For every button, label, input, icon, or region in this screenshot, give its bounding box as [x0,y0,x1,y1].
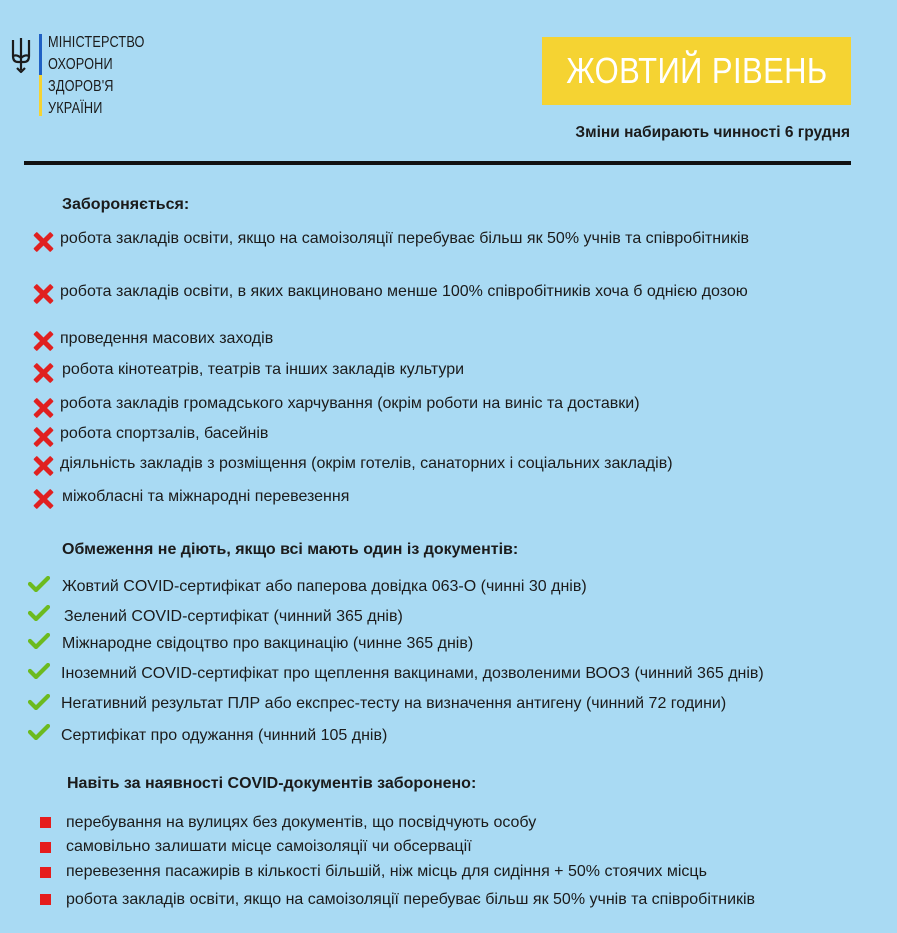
always-prohibited-item: перебування на вулицях без документів, що посвідчують особу [66,814,537,831]
cross-icon [33,232,53,252]
checkmark-icon [28,576,50,592]
cross-icon [33,363,53,383]
red-square-bullet-icon [40,842,51,853]
ministry-name [48,32,145,120]
cross-icon [33,456,53,476]
prohibited-item: робота закладів освіти, якщо на самоізоляції перебуває більш як 50% учнів та співробітників [60,230,750,247]
always-prohibited-item: перевезення пасажирів в кількості більшій, ніж місць для сидіння + 50% стоячих місць [66,863,707,880]
exemption-item: Негативний результат ПЛР або експрес-тесту на визначення антигену (чинний 72 години) [61,695,727,712]
red-square-bullet-icon [40,817,51,828]
prohibited-item: робота закладів громадського харчування (окрім роботи на виніс та доставки) [60,395,640,412]
exemption-item: Міжнародне свідоцтво про вакцинацію (чинне 365 днів) [62,635,474,652]
cross-icon [33,284,53,304]
exemption-item: Сертифікат про одужання (чинний 105 днів) [61,727,388,744]
ministry-name-line: МІНІСТЕРСТВО [48,34,145,51]
exemption-item: Зелений COVID-сертифікат (чинний 365 днів) [64,608,403,625]
checkmark-icon [28,605,50,621]
logo-divider [39,34,42,116]
prohibited-item: міжобласні та міжнародні перевезення [62,488,350,505]
checkmark-icon [28,633,50,649]
cross-icon [33,398,53,418]
cross-icon [33,331,53,351]
checkmark-icon [28,724,50,740]
prohibited-item: робота кінотеатрів, театрів та інших закладів культури [62,361,465,378]
always-prohibited-item: самовільно залишати місце самоізоляції чи обсервації [66,838,472,855]
level-title: ЖОВТИЙ РІВЕНЬ [565,50,828,91]
checkmark-icon [28,694,50,710]
red-square-bullet-icon [40,894,51,905]
prohibited-item: проведення масових заходів [60,330,274,347]
always-prohibited-item: робота закладів освіти, якщо на самоізоляції перебуває більш як 50% учнів та співробітників [66,891,756,908]
exemption-item: Іноземний COVID-сертифікат про щеплення вакцинами, дозволеними ВООЗ (чинний 365 днів) [61,665,764,682]
prohibited-heading: Забороняється: [62,196,190,213]
ministry-name-line: ЗДОРОВ'Я [48,78,114,95]
cross-icon [33,427,53,447]
header-divider [24,161,851,165]
effective-date-note: Зміни набирають чинності 6 грудня [575,124,850,141]
prohibited-item: робота закладів освіти, в яких вакциновано менше 100% співробітників хоча б однією дозою [60,283,748,300]
level-badge [542,37,851,105]
ministry-name-line: УКРАЇНИ [48,100,103,117]
prohibited-item: робота спортзалів, басейнів [60,425,269,442]
always-prohibited-heading: Навіть за наявності COVID-документів заборонено: [67,775,477,792]
exemption-item: Жовтий COVID-сертифікат або паперова довідка 063-О (чинні 30 днів) [62,578,587,595]
cross-icon [33,489,53,509]
prohibited-item: діяльність закладів з розміщення (окрім готелів, санаторних і соціальних закладів) [60,455,673,472]
ministry-logo [10,32,166,120]
exemptions-heading: Обмеження не діють, якщо всі мають один із документів: [62,541,519,558]
trident-icon [10,34,32,74]
checkmark-icon [28,663,50,679]
red-square-bullet-icon [40,867,51,878]
ministry-name-line: ОХОРОНИ [48,56,113,73]
